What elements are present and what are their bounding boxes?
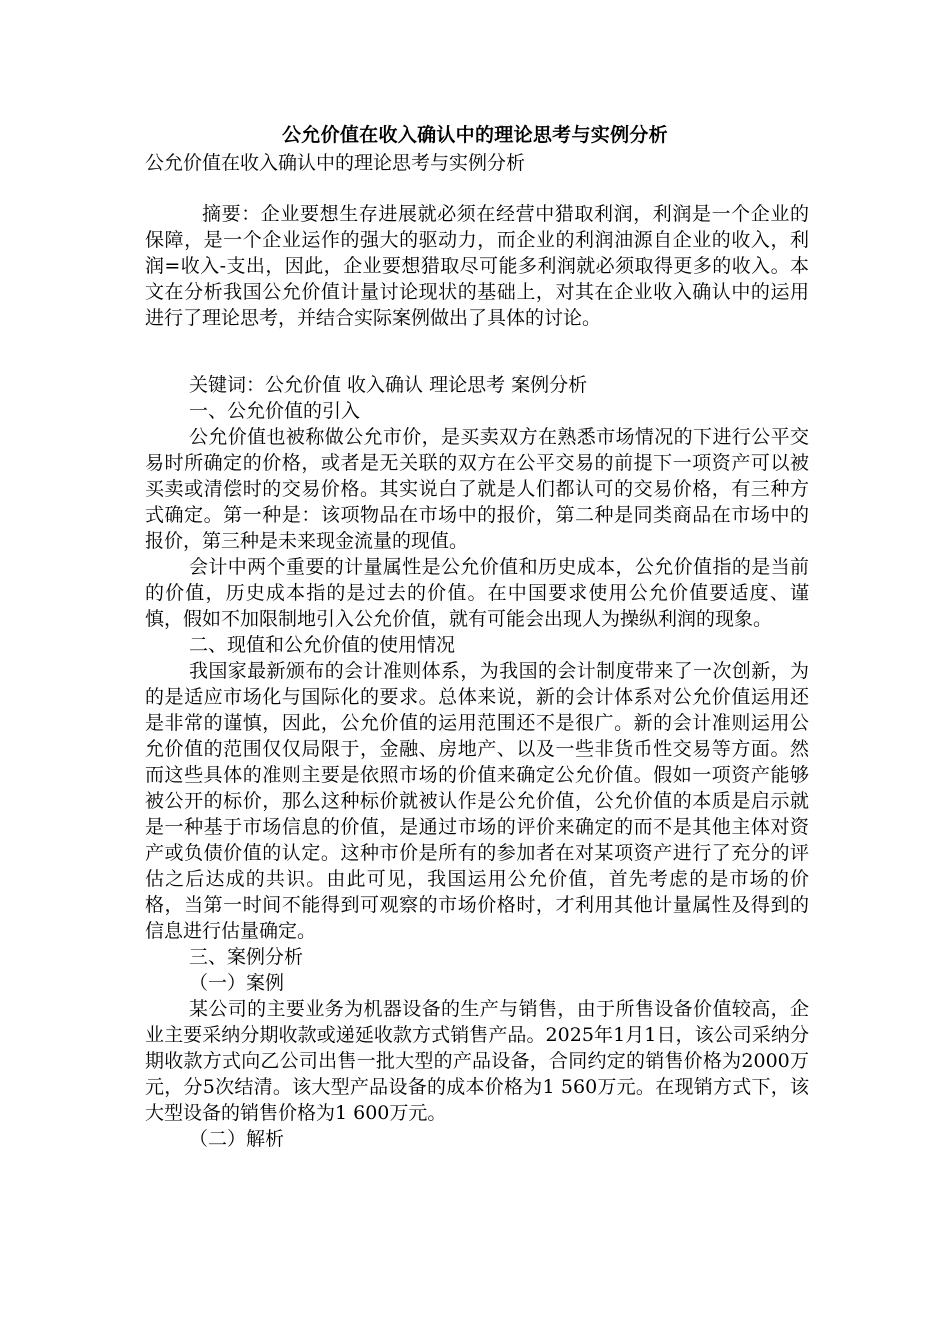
section-3-subheading-1: （一）案例	[189, 972, 285, 994]
document-title: 公允价值在收入确认中的理论思考与实例分析	[281, 124, 668, 146]
keywords-line: 关键词：公允价值 收入确认 理论思考 案例分析	[189, 374, 588, 396]
document-subtitle: 公允价值在收入确认中的理论思考与实例分析	[145, 152, 526, 174]
section-1-paragraph-1: 公允价值也被称做公允市价，是买卖双方在熟悉市场情况的下进行公平交易时所确定的价格，或者是无关联的双方在公平交易的前提下一项资产可以被买卖或清偿时的交易价格。其实说白了就是人们都认可的交易价格，有三种方式确定。第一种是：该项物品在市场中的报价，第二种是同类商品在市场中的报价，第三种是未来现金流量的现值。	[145, 426, 809, 552]
section-3-subheading-2: （二）解析	[189, 1128, 285, 1150]
section-2-paragraph-1: 我国家最新颁布的会计准则体系，为我国的会计制度带来了一次创新，为的是适应市场化与国际化的要求。总体来说，新的会计体系对公允价值运用还是非常的谨慎，因此，公允价值的运用范围还不是很广。新的会计准则运用公允价值的范围仅仅局限于，金融、房地产、以及一些非货币性交易等方面。然而这些具体的准则主要是依照市场的价值来确定公允价值。假如一项资产能够被公开的标价，那么这种标价就被认作是公允价值，公允价值的本质是启示就是一种基于市场信息的价值，是通过市场的评价来确定的而不是其他主体对资产或负债价值的认定。这种市价是所有的参加者在对某项资产进行了充分的评估之后达成的共识。由此可见，我国运用公允价值，首先考虑的是市场的价格，当第一时间不能得到可观察的市场价格时，才利用其他计量属性及得到的信息进行估量确定。	[145, 660, 809, 942]
section-2-heading: 二、现值和公允价值的使用情况	[189, 634, 456, 656]
section-1-paragraph-2: 会计中两个重要的计量属性是公允价值和历史成本，公允价值指的是当前的价值，历史成本指的是过去的价值。在中国要求使用公允价值要适度、谨慎，假如不加限制地引入公允价值，就有可能会出现人为操纵利润的现象。	[145, 556, 809, 630]
abstract-paragraph: 摘要：企业要想生存进展就必须在经营中猎取利润，利润是一个企业的保障，是一个企业运作的强大的驱动力，而企业的利润油源自企业的收入，利润=收入-支出，因此，企业要想猎取尽可能多利润就必须取得更多的收入。本文在分析我国公允价值计量讨论现状的基础上，对其在企业收入确认中的运用进行了理论思考，并结合实际案例做出了具体的讨论。	[145, 203, 809, 329]
document-body	[145, 372, 809, 1152]
section-3-heading: 三、案例分析	[189, 946, 304, 968]
section-3-paragraph-1: 某公司的主要业务为机器设备的生产与销售，由于所售设备价值较高，企业主要采纳分期收款或递延收款方式销售产品。2025年1月1日，该公司采纳分期收款方式向乙公司出售一批大型的产品设备，合同约定的销售价格为2000万元，分5次结清。该大型产品设备的成本价格为1 560万元。在现销方式下，该大型设备的销售价格为1 600万元。	[145, 998, 809, 1124]
section-1-heading: 一、公允价值的引入	[189, 400, 361, 422]
